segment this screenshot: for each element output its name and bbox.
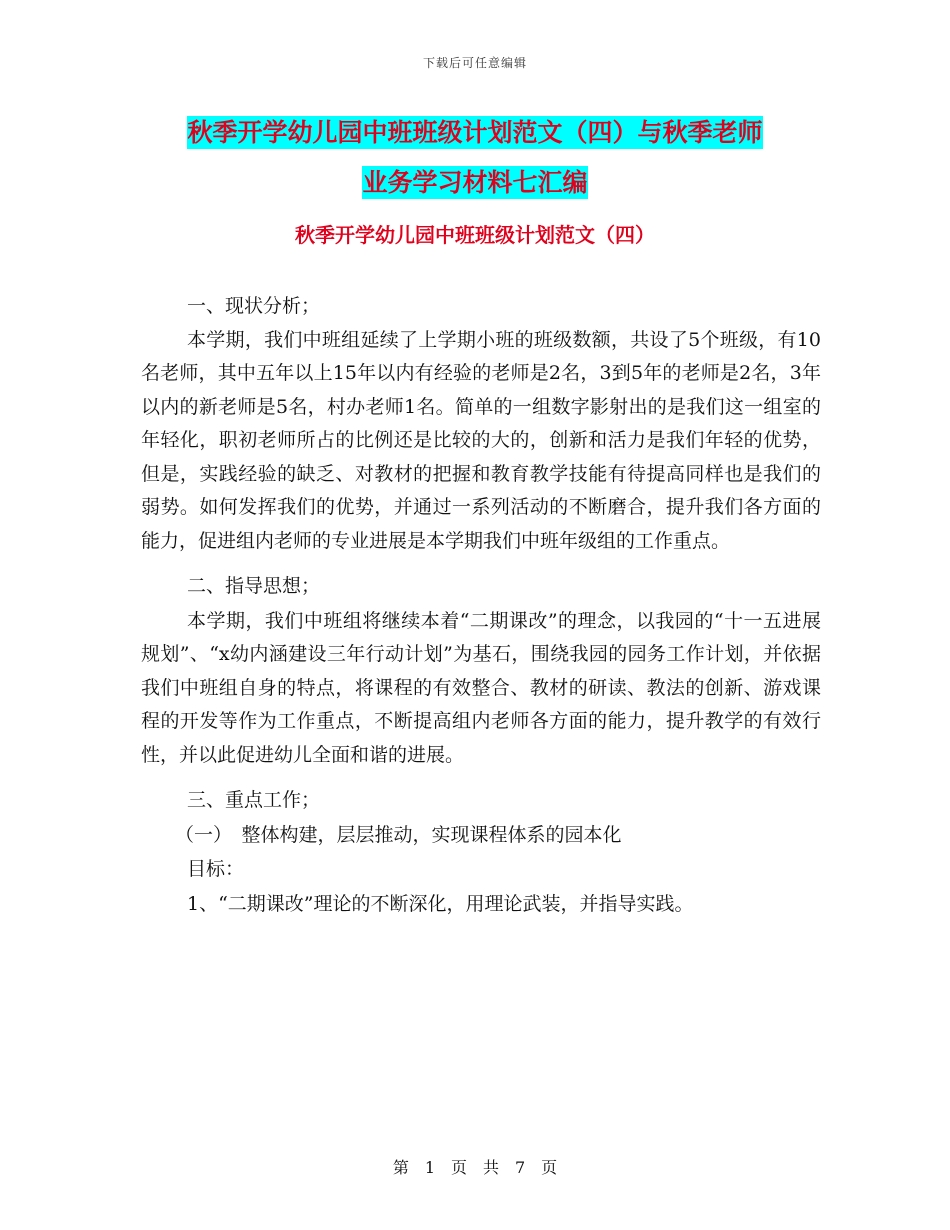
document-title — [100, 108, 850, 208]
paragraph-status-analysis: 本学期，我们中班组延续了上学期小班的班级数额，共设了5个班级，有10名老师，其中五年以上15年以内有经验的老师是2名，3到5年的老师是2名，3年以内的新老师是5名，村办老师1名。简单的一组数字影射出的是我们这一组室的年轻化，职初老师所占的比例还是比较的大的，创新和活力是我们年轻的优势，但是，实践经验的缺乏、对教材的把握和教育教学技能有待提高同样也是我们的弱势。如何发挥我们的优势，并通过一系列活动的不断磨合，提升我们各方面的能力，促进组内老师的专业进展是本学期我们中班年级组的工作重点。 — [141, 328, 821, 552]
page-footer: 第 1 页 共 7 页 — [392, 1158, 558, 1177]
list-item-1: 1、“二期课改”理论的不断深化，用理论武装，并指导实践。 — [187, 892, 694, 915]
header-note: 下载后可任意编辑 — [422, 56, 527, 70]
section-title: 秋季开学幼儿园中班班级计划范文（四） — [295, 223, 655, 247]
heading-guiding-thought: 二、指导思想； — [187, 575, 321, 597]
document-title-line-2: 业务学习材料七汇编 — [362, 168, 588, 197]
document-title-line-1: 秋季开学幼儿园中班班级计划范文（四）与秋季老师 — [187, 118, 763, 147]
subheading-overall-build: （一） 整体构建，层层推动，实现课程体系的园本化 — [175, 823, 622, 846]
paragraph-guiding-thought: 本学期，我们中班组将继续本着“二期课改”的理念，以我园的“十一五进展规划”、“x幼内涵建设三年行动计划”为基石，围绕我园的园务工作计划，并依据我们中班组自身的特点，将课程的有效整合、教材的研读、教法的创新、游戏课程的开发等作为工作重点，不断提高组内老师各方面的能力，提升教学的有效行性，并以此促进幼儿全面和谐的进展。 — [141, 609, 821, 766]
heading-status-analysis: 一、现状分析； — [187, 295, 321, 317]
heading-key-work: 三、重点工作； — [187, 789, 321, 811]
label-target: 目标： — [187, 858, 245, 880]
document-body — [141, 290, 821, 921]
